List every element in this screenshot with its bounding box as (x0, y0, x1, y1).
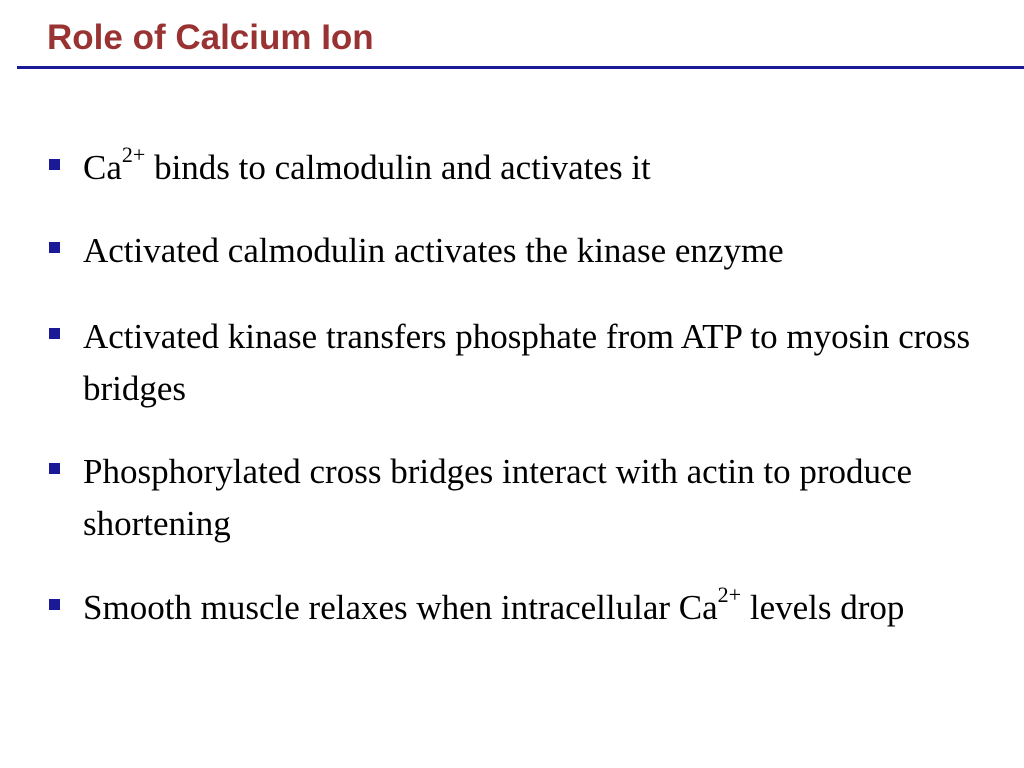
superscript: 2+ (121, 142, 146, 168)
superscript: 2+ (717, 582, 742, 608)
square-bullet-icon (49, 599, 60, 610)
square-bullet-icon (49, 328, 60, 339)
bullet-text: $Ca^{2+}$ binds to calmodulin and activates it (83, 142, 651, 187)
bullet-text: Smooth muscle relaxes when intracellular $Ca^{2+}$ levels drop (83, 582, 905, 627)
bullet-text: Activated kinase transfers phosphate from ATP to myosin cross bridges (83, 317, 971, 408)
slide-title: Role of Calcium Ion (47, 18, 374, 57)
bullet-text: Phosphorylated cross bridges interact with actin to produce shortening (83, 452, 913, 543)
bullet-text: Activated calmodulin activates the kinase enzyme (83, 231, 784, 270)
title-divider (17, 66, 1024, 69)
square-bullet-icon (49, 159, 60, 170)
square-bullet-icon (49, 463, 60, 474)
square-bullet-icon (49, 242, 60, 253)
